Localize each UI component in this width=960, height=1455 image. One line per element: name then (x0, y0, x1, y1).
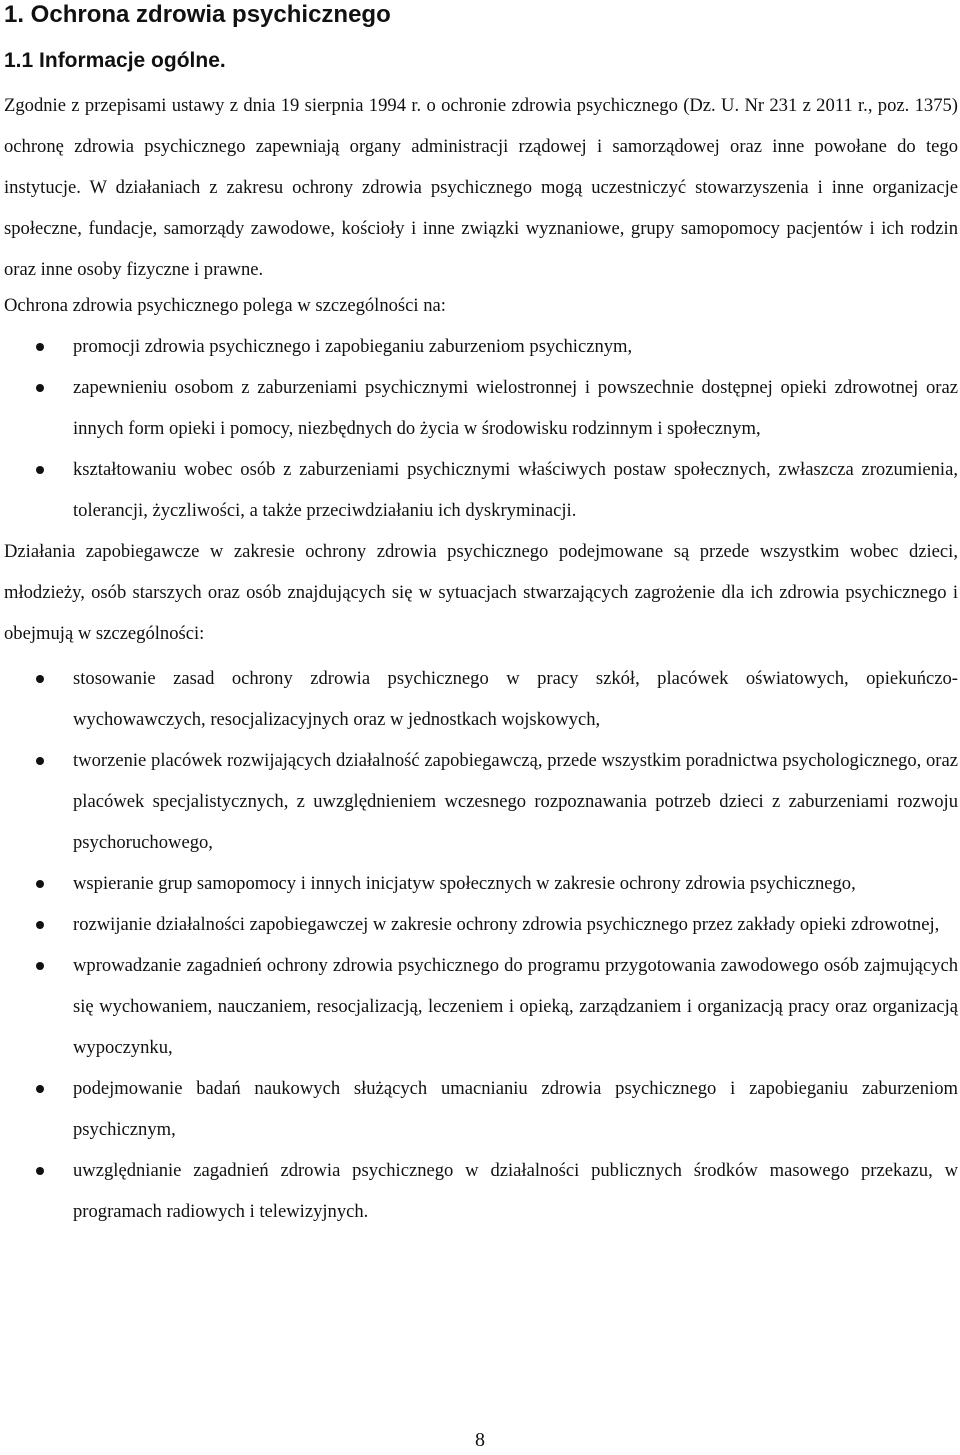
list-item (4, 740, 958, 863)
bullet-icon (36, 384, 44, 392)
list-item-text: tworzenie placówek rozwijających działalność zapobiegawczą, przede wszystkim poradnictwa psychologicznego, oraz placówek specjalistycznych, z uwzględnieniem wczesnego rozpoznawania potrzeb dzieci z zaburzeniami rozwoju psychoruchowego, (73, 750, 958, 853)
bullet-icon (36, 343, 44, 351)
bullet-icon (36, 921, 44, 929)
bullet-icon (36, 466, 44, 474)
list-2 (4, 658, 958, 1232)
list-item-text: podejmowanie badań naukowych służących umacnianiu zdrowia psychicznego i zapobieganiu zaburzeniom psychicznym, (73, 1078, 958, 1140)
section-heading: 1.1 Informacje ogólne. (4, 49, 226, 72)
list-item-text: wspieranie grup samopomocy i innych inicjatyw społecznych w zakresie ochrony zdrowia psychicznego, (73, 873, 856, 894)
bullet-icon (36, 880, 44, 888)
list-1-lead: Ochrona zdrowia psychicznego polega w szczególności na: (4, 295, 446, 316)
list-item-text: promocji zdrowia psychicznego i zapobieganiu zaburzeniom psychicznym, (73, 336, 633, 357)
list-item-text: wprowadzanie zagadnień ochrony zdrowia psychicznego do programu przygotowania zawodowego osób zajmujących się wychowaniem, nauczaniem, resocjalizacją, leczeniem i opieką, zarządzaniem i organizacją pracy oraz organizacją wypoczynku, (73, 955, 958, 1058)
list-item (4, 449, 958, 531)
list-item-text: uwzględnianie zagadnień zdrowia psychicznego w działalności publicznych środków masowego przekazu, w programach radiowych i telewizyjnych. (73, 1160, 958, 1222)
list-item (4, 863, 958, 904)
bullet-icon (36, 1085, 44, 1093)
list-1 (4, 326, 958, 531)
list-item-text: rozwijanie działalności zapobiegawczej w zakresie ochrony zdrowia psychicznego przez zakłady opieki zdrowotnej, (73, 914, 940, 935)
bullet-icon (36, 962, 44, 970)
chapter-heading: 1. Ochrona zdrowia psychicznego (4, 1, 391, 28)
list-item (4, 1150, 958, 1232)
list-item (4, 326, 958, 367)
list-item (4, 945, 958, 1068)
list-item (4, 1068, 958, 1150)
intro-paragraph: Zgodnie z przepisami ustawy z dnia 19 sierpnia 1994 r. o ochronie zdrowia psychicznego (Dz. U. Nr 231 z 2011 r., poz. 1375) ochronę zdrowia psychicznego zapewniają organy administracji rządowej i samorządowej oraz inne powołane do tego instytucje. W działaniach z zakresu ochrony zdrowia psychicznego mogą uczestniczyć stowarzyszenia i inne organizacje społeczne, fundacje, samorządy zawodowe, kościoły i inne związki wyznaniowe, grupy samopomocy pacjentów i ich rodzin oraz inne osoby fizyczne i prawne. (4, 95, 958, 280)
list-item (4, 658, 958, 740)
list-item (4, 904, 958, 945)
list-item (4, 367, 958, 449)
list-item-text: stosowanie zasad ochrony zdrowia psychicznego w pracy szkół, placówek oświatowych, opiekuńczo-wychowawczych, resocjalizacyjnych oraz w jednostkach wojskowych, (73, 668, 958, 730)
page-number: 8 (475, 1429, 485, 1451)
list-item-text: zapewnieniu osobom z zaburzeniami psychicznymi wielostronnej i powszechnie dostępnej opieki zdrowotnej oraz innych form opieki i pomocy, niezbędnych do życia w środowisku rodzinnym i społecznym, (73, 377, 958, 439)
bullet-icon (36, 675, 44, 683)
second-paragraph: Działania zapobiegawcze w zakresie ochrony zdrowia psychicznego podejmowane są przede wszystkim wobec dzieci, młodzieży, osób starszych oraz osób znajdujących się w sytuacjach stwarzających zagrożenie dla ich zdrowia psychicznego i obejmują w szczególności: (4, 541, 958, 644)
document-page (4, 0, 958, 1232)
bullet-icon (36, 757, 44, 765)
list-item-text: kształtowaniu wobec osób z zaburzeniami psychicznymi właściwych postaw społecznych, zwłaszcza zrozumienia, tolerancji, życzliwości, a także przeciwdziałaniu ich dyskryminacji. (73, 459, 958, 521)
bullet-icon (36, 1167, 44, 1175)
